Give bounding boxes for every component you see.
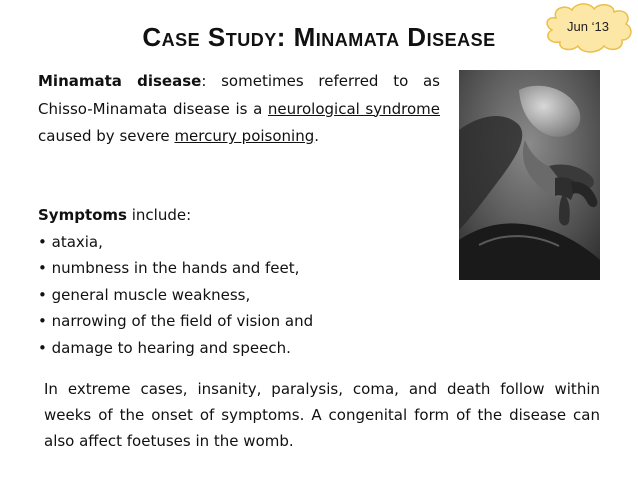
bullet: • (38, 338, 52, 357)
date-badge (542, 2, 634, 54)
list-item (38, 255, 458, 282)
list-item (38, 308, 458, 335)
bullet: • (38, 285, 52, 304)
symptom-text: numbness in the hands and feet, (51, 259, 300, 277)
patient-hand-image-icon (459, 70, 600, 280)
symptom-text: ataxia, (51, 232, 103, 251)
intro-text-1: : sometimes referred to as Chisso-Minamata disease is a (38, 72, 440, 118)
disease-term: Minamata disease (38, 72, 202, 90)
symptom-text: narrowing of the field of vision and (51, 312, 314, 330)
symptoms-heading-suffix: include: (126, 206, 192, 224)
list-item (38, 229, 458, 256)
slide-title: Case Study: Minamata Disease (142, 22, 496, 52)
badge-label: Jun ‘13 (567, 19, 609, 34)
symptom-text: damage to hearing and speech. (51, 338, 291, 357)
patient-photo (459, 70, 600, 280)
list-item (38, 282, 458, 309)
symptoms-heading-bold: Symptoms (38, 206, 127, 224)
bullet: • (38, 232, 52, 251)
neurological-syndrome-link[interactable]: neurological syndrome (267, 99, 441, 118)
symptoms-list (38, 229, 458, 362)
intro-paragraph (38, 68, 440, 151)
outro-paragraph: In extreme cases, insanity, paralysis, coma, and death follow within weeks of the onset of symptoms. A congenital form of the disease can also affect foetuses in the womb. (44, 380, 600, 450)
symptoms-heading (38, 202, 458, 229)
bullet: • (38, 259, 52, 277)
intro-text-2: caused by severe (38, 127, 175, 145)
bullet: • (38, 312, 52, 330)
symptom-text: general muscle weakness, (51, 285, 251, 304)
mercury-poisoning-link[interactable]: mercury poisoning (174, 127, 315, 145)
symptoms-section (38, 202, 458, 361)
intro-text-3: . (314, 127, 320, 145)
list-item (38, 335, 458, 362)
